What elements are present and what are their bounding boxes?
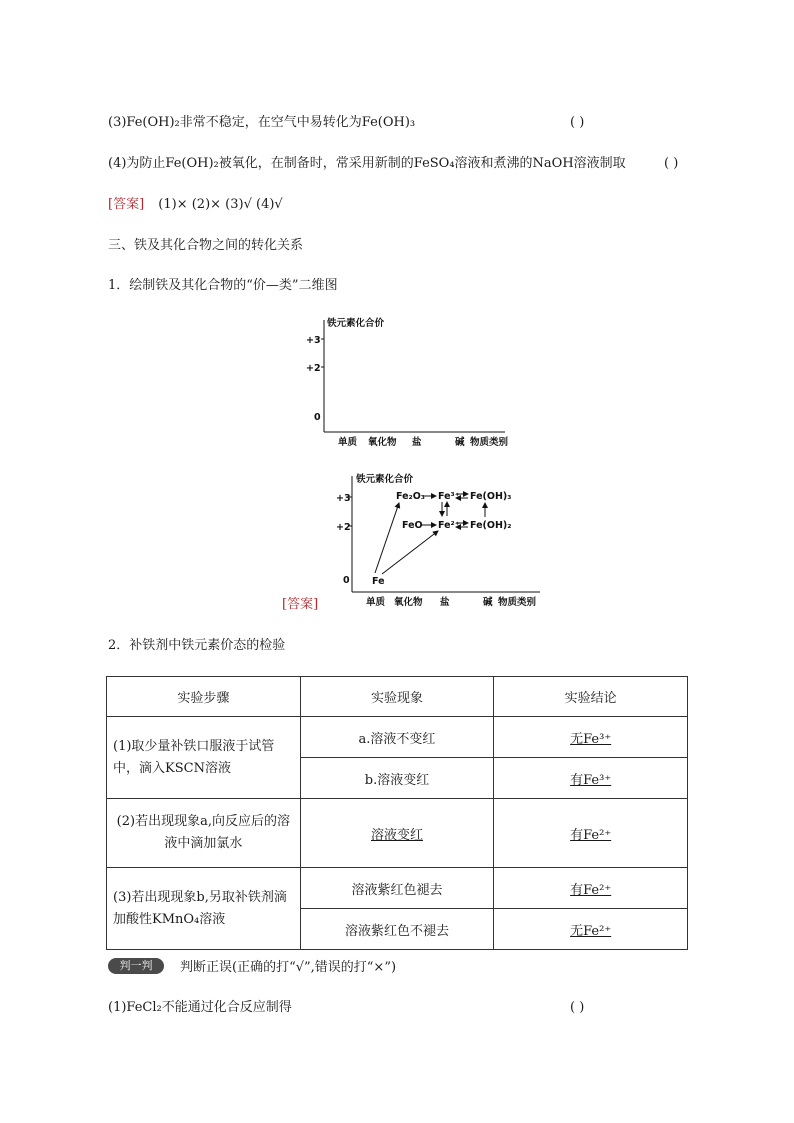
conclusion-cell <box>494 717 688 758</box>
phenomenon-b: b.溶液变红 <box>300 758 494 799</box>
answer-tag: [答案] <box>108 197 145 212</box>
question-1b: (1)FeCl₂不能通过化合反应制得 <box>108 1000 292 1015</box>
header-phenomena: 实验现象 <box>300 677 494 717</box>
experiment-table <box>106 676 688 950</box>
answer-chart-xtick-base: 碱 <box>483 597 493 608</box>
question-4: (4)为防止Fe(OH)₂被氧化，在制备时，常采用新制的FeSO₄溶液和煮沸的NaOH溶液制取 <box>108 156 626 171</box>
conclusion-chlorine: 有Fe²⁺ <box>570 827 612 843</box>
blank-chart-xtick-oxide: 氧化物 <box>368 437 397 448</box>
answer-text: (1)× (2)× (3)√ (4)√ <box>158 197 283 212</box>
blank-chart-xtick-base: 碱 <box>455 437 465 448</box>
conclusion-cell <box>494 799 688 868</box>
answer-chart-ytick-p2: +2 <box>336 522 351 533</box>
node-feoh3: Fe(OH)₃ <box>470 491 512 502</box>
table-row <box>107 868 688 909</box>
conclusion-cell <box>494 868 688 909</box>
answer-blank-1b: ( ) <box>570 1000 585 1015</box>
answer-valence-chart <box>330 470 560 612</box>
node-fe3: Fe³⁺ <box>438 491 460 502</box>
phenomenon-chlorine: 溶液变红 <box>370 827 423 843</box>
subsection-2-title: 2．补铁剂中铁元素价态的检验 <box>108 638 286 653</box>
node-fe: Fe <box>372 576 385 587</box>
arrow-fe-fe2 <box>382 531 438 574</box>
blank-chart-ylabel: 铁元素化合价 <box>327 318 385 329</box>
step-1: (1)取少量补铁口服液于试管中，滴入KSCN溶液 <box>107 717 301 799</box>
header-conclusion: 实验结论 <box>494 677 688 717</box>
answer-chart-xlabel: 物质类别 <box>498 597 537 608</box>
blank-chart-ytick-0: 0 <box>314 412 321 423</box>
phenomenon-a: a.溶液不变红 <box>300 717 494 758</box>
answer-chart-xtick-element: 单质 <box>366 597 386 608</box>
step-2: (2)若出现现象a,向反应后的溶液中滴加氯水 <box>107 799 301 868</box>
answer-chart-xtick-salt: 盐 <box>440 597 450 608</box>
blank-chart-xtick-salt: 盐 <box>412 437 422 448</box>
answer-blank-3: ( ) <box>570 115 585 130</box>
phenomenon-cell <box>300 799 494 868</box>
answer-chart-xtick-oxide: 氧化物 <box>394 597 423 608</box>
answer-blank-4: ( ) <box>664 156 679 171</box>
header-steps: 实验步骤 <box>107 677 301 717</box>
conclusion-cell <box>494 758 688 799</box>
conclusion-cell <box>494 909 688 950</box>
answer-chart-ylabel: 铁元素化合价 <box>356 474 414 485</box>
table-header-row <box>107 677 688 717</box>
node-fe2o3: Fe₂O₃ <box>396 491 425 502</box>
chart-answer-tag: [答案] <box>282 597 319 612</box>
table-row <box>107 799 688 868</box>
conclusion-b: 有Fe³⁺ <box>570 772 612 788</box>
answer-line <box>108 196 283 214</box>
blank-valence-chart <box>300 312 530 454</box>
node-feo: FeO <box>402 520 423 531</box>
blank-chart-ytick-p2: +2 <box>306 363 321 374</box>
question-3: (3)Fe(OH)₂非常不稳定，在空气中易转化为Fe(OH)₃ <box>108 115 416 130</box>
blank-chart-ytick-p3: +3 <box>306 335 321 346</box>
answer-chart-ytick-p3: +3 <box>336 493 351 504</box>
phenomenon-fade: 溶液紫红色褪去 <box>300 868 494 909</box>
blank-chart-xtick-element: 单质 <box>338 437 358 448</box>
phenomenon-no-fade: 溶液紫红色不褪去 <box>300 909 494 950</box>
blank-chart-xlabel: 物质类别 <box>470 437 509 448</box>
subsection-1-title: 1．绘制铁及其化合物的“价—类”二维图 <box>108 278 338 293</box>
judge-instruction: 判断正误(正确的打“√”,错误的打“×”) <box>180 960 397 975</box>
conclusion-fade: 有Fe²⁺ <box>570 882 612 898</box>
conclusion-a: 无Fe³⁺ <box>570 731 612 747</box>
node-fe2: Fe²⁺ <box>438 520 460 531</box>
answer-chart-ytick-0: 0 <box>343 575 350 586</box>
arrow-fe-fe2o3 <box>375 503 399 573</box>
node-feoh2: Fe(OH)₂ <box>470 520 512 531</box>
section-title: 三、铁及其化合物之间的转化关系 <box>108 238 304 253</box>
judge-badge: 判一判 <box>108 958 164 974</box>
conclusion-no-fade: 无Fe²⁺ <box>570 923 612 939</box>
step-3: (3)若出现现象b,另取补铁剂滴加酸性KMnO₄溶液 <box>107 868 301 950</box>
table-row <box>107 717 688 758</box>
